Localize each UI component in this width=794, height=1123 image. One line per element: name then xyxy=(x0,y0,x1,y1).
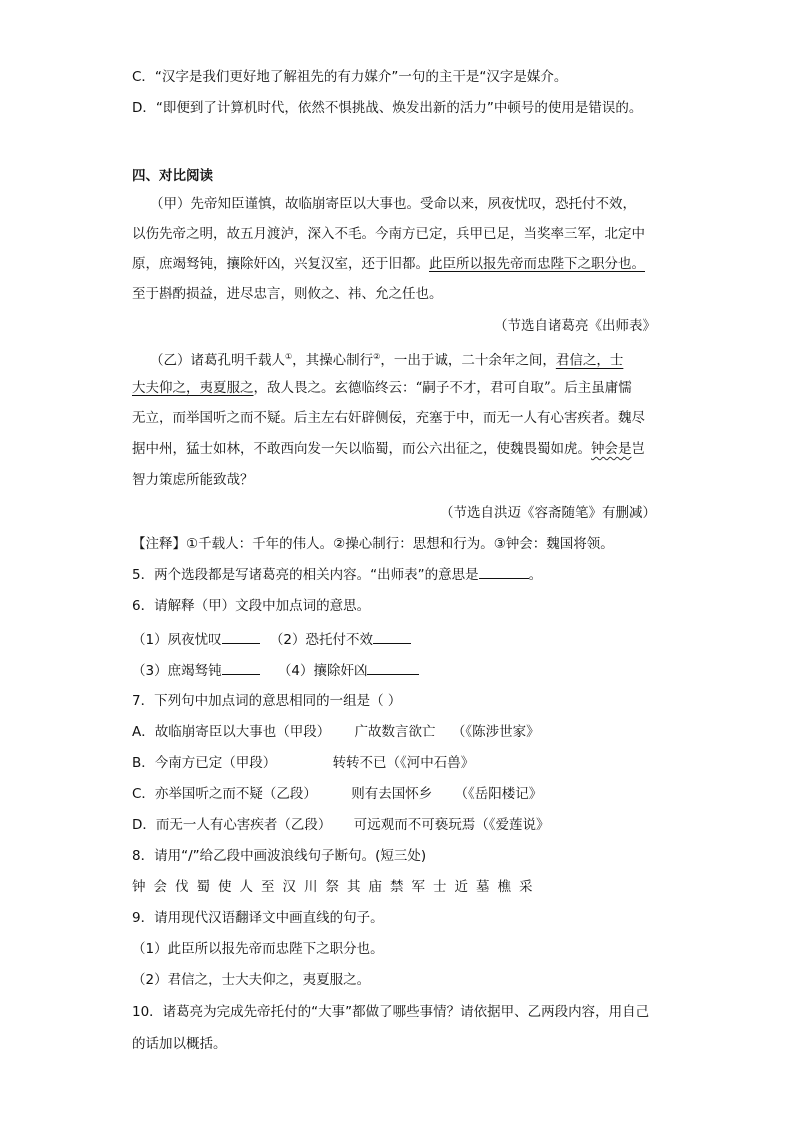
q7-a-part-1: A．故临崩寄臣以大事也（甲段） xyxy=(132,724,331,740)
q7-b-part-1: B．今南方已定（甲段） xyxy=(132,755,277,771)
annotation-note: 【注释】①千载人：千年的伟人。②操心制行：思想和行为。③钟会：魏国将领。 xyxy=(132,536,614,552)
q6-item-4: （4）攘除奸凶 xyxy=(277,663,368,679)
answer-blank-5[interactable] xyxy=(479,564,529,579)
answer-blank-6-4[interactable] xyxy=(367,660,419,675)
jia-line-3-text: 原，庶竭驽钝，攘除奸凶，兴复汉室，还于旧都。 xyxy=(132,256,429,272)
footnote-mark-2: ② xyxy=(373,352,381,361)
yi-line-1-b: ，其操心制行 xyxy=(292,352,374,369)
q7-d-part-2: 可远观而不可亵玩焉（《爱莲说》 xyxy=(353,817,550,833)
q7-option-a xyxy=(132,722,540,742)
option-c-text: C．“汉字是我们更好地了解祖先的有力媒介”一句的主干是“汉字是媒介。 xyxy=(132,69,568,85)
question-5-text: 5．两个选段都是写诸葛亮的相关内容。“出师表”的意思是 xyxy=(132,567,479,583)
q6-item-2: （2）恐托付不效 xyxy=(269,632,373,648)
section-heading: 四、对比阅读 xyxy=(132,168,213,184)
question-6: 6．请解释（甲）文段中加点词的意思。 xyxy=(132,598,371,614)
wavy-underlined-sentence: 钟会是 xyxy=(591,441,632,457)
q7-a-part-3: （《陈涉世家》 xyxy=(451,724,540,740)
yi-line-4-c: 岂 xyxy=(631,441,645,457)
question-9: 9．请用现代汉语翻译文中画直线的句子。 xyxy=(132,910,384,926)
footnote-mark-1: ① xyxy=(285,352,293,361)
straight-underlined-sentence-2b: 大夫仰之，夷夏服之 xyxy=(132,380,254,396)
question-5-end: 。 xyxy=(528,567,543,583)
jia-line-3 xyxy=(132,254,645,274)
answer-blank-6-3[interactable] xyxy=(222,660,260,675)
jia-line-2: 以伤先帝之明，故五月渡泸，深入不毛。今南方已定，兵甲已足，当奖率三军，北定中 xyxy=(132,226,645,242)
yi-line-2-b: ，敌人畏之。玄德临终云：“嗣子不才，君可自取”。后主虽庸懦 xyxy=(253,380,632,396)
q7-option-b xyxy=(132,753,474,773)
question-7: 7．下列句中加点词的意思相同的一组是（ ） xyxy=(132,693,402,709)
yi-line-1-a: （乙）诸葛孔明千载人 xyxy=(150,352,285,369)
yi-line-5: 智力策虑所能致哉？ xyxy=(132,472,254,488)
question-8: 8．请用“/”给乙段中画波浪线句子断句。(短三处) xyxy=(132,848,427,864)
option-d-text: D．“即便到了计算机时代，依然不惧挑战、焕发出新的活力”中顿号的使用是错误的。 xyxy=(132,100,643,116)
q7-c-part-2: 则有去国怀乡 xyxy=(351,786,433,802)
yi-line-3: 无立，而举国听之而不疑。后主左右奸辟侧佞，充塞于中，而无一人有心害疾者。魏尽 xyxy=(132,410,645,426)
q7-c-part-1: C．亦举国听之而不疑（乙段） xyxy=(132,786,317,802)
jia-line-1: （甲）先帝知臣谨慎，故临崩寄臣以大事也。受命以来，夙夜忧叹，恐托付不效， xyxy=(150,196,636,212)
jia-line-4: 至于斟酌损益，进尽忠言，则攸之、祎、允之任也。 xyxy=(132,286,443,302)
yi-line-1 xyxy=(150,347,623,371)
q7-b-part-2: 转转不已（《河中石兽》 xyxy=(332,755,475,771)
question-5 xyxy=(132,564,542,585)
question-9-item-1: （1）此臣所以报先帝而忠陛下之职分也。 xyxy=(132,941,384,957)
q7-option-d xyxy=(132,815,549,835)
question-10-line-1: 10．诸葛亮为完成先帝托付的“大事”都做了哪些事情？请依据甲、乙两段内容，用自己 xyxy=(132,1004,650,1020)
q6-item-3: （3）庶竭驽钝 xyxy=(132,663,222,679)
yi-line-1-c: ，一出于诚，二十余年之间， xyxy=(380,352,556,369)
q7-option-c xyxy=(132,784,542,804)
question-10-line-2: 的话加以概括。 xyxy=(132,1036,227,1052)
yi-line-4 xyxy=(132,439,645,459)
q7-d-part-1: D．而无一人有心害疾者（乙段） xyxy=(132,817,332,833)
yi-line-4-a: 据中州，猛士如林，不敢西向发一矢以临蜀，而公六出征之，使魏畏蜀如虎。 xyxy=(132,441,591,457)
answer-blank-6-1[interactable] xyxy=(222,629,260,644)
straight-underlined-sentence-1: 此臣所以报先帝而忠陛下之职分也。 xyxy=(429,256,645,272)
yi-line-2 xyxy=(132,378,632,398)
straight-underlined-sentence-2a: 君信之，士 xyxy=(555,352,624,369)
sentence-to-punctuate: 钟会伐蜀使人至汉川祭其庙禁军士近墓樵采 xyxy=(132,879,541,895)
q7-c-part-3: （《岳阳楼记》 xyxy=(454,786,543,802)
q7-a-part-2: 广故数言欲亡 xyxy=(354,724,436,740)
answer-blank-6-2[interactable] xyxy=(373,629,411,644)
question-6-row-1 xyxy=(132,629,411,650)
jia-source: （节选自诸葛亮《出师表》 xyxy=(494,318,656,334)
q6-item-1: （1）夙夜忧叹 xyxy=(132,632,222,648)
question-9-item-2: （2）君信之，士大夫仰之，夷夏服之。 xyxy=(132,972,371,988)
question-6-row-2 xyxy=(132,660,419,681)
yi-source: （节选自洪迈《容斋随笔》有删减） xyxy=(440,505,656,521)
